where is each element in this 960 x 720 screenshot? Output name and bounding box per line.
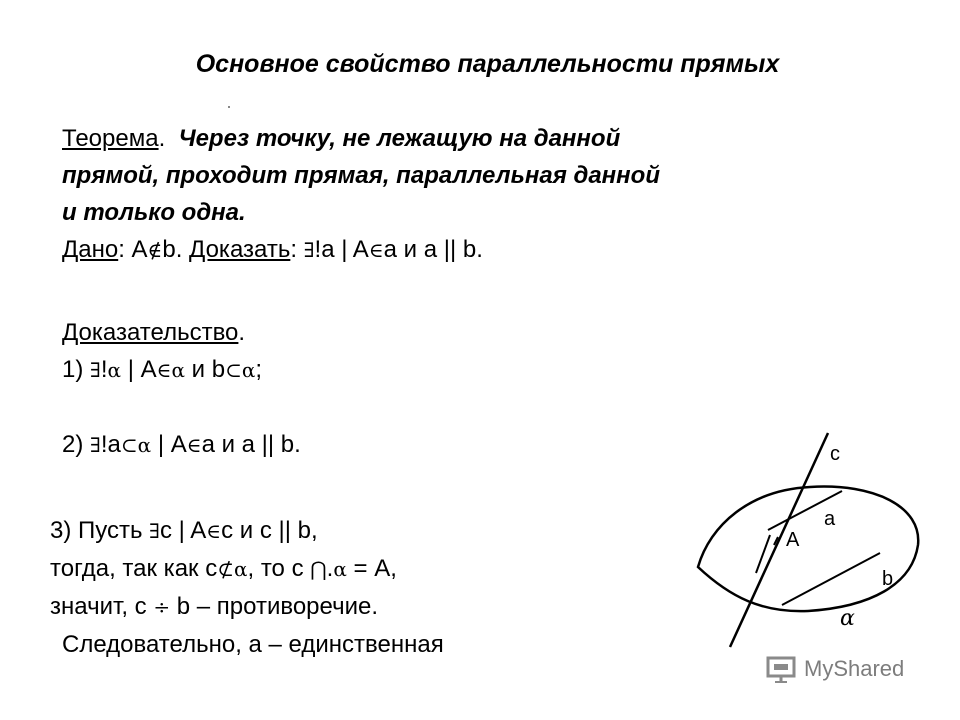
step3-line-2: тогда, так как c⊄α, то c ⋂.α = A, [50, 555, 397, 582]
given-label: Дано [62, 236, 119, 263]
exists-symbol: ∃ [303, 238, 315, 262]
label-b: b [882, 568, 894, 590]
label-point-A: A [786, 529, 800, 551]
step3-block [50, 512, 444, 664]
theorem-text-3: и только одна. [62, 199, 246, 226]
line-c [730, 433, 828, 647]
theorem-label: Теорема [62, 125, 159, 152]
in-symbol: ∈ [368, 238, 384, 262]
stray-dot [228, 106, 230, 108]
step3-line-3: значит, c ÷ b – противоречие. [50, 593, 379, 620]
step3-line-4: Следовательно, a – единственная [62, 631, 444, 658]
line-b [782, 553, 880, 605]
label-a: a [824, 508, 836, 530]
step3-line-1: 3) Пусть ∃c | A∈c и c || b, [50, 517, 318, 544]
prove-label: Доказать [189, 236, 291, 263]
plane-alpha-outline [698, 487, 918, 612]
theorem-block [62, 120, 660, 269]
proof-heading: Доказательство. [62, 319, 246, 346]
proof-step-2: 2) ∃!a⊂α | A∈a и a || b. [62, 431, 301, 458]
theorem-line-1: Теорема. Через точку, не лежащую на данной [62, 125, 621, 152]
proof-step-1: 1) ∃!α | A∈α и b⊂α; [62, 356, 263, 383]
watermark [766, 655, 904, 683]
watermark-text: MyShared [804, 656, 905, 681]
theorem-text-2: прямой, проходит прямая, параллельная данной [62, 162, 660, 189]
geometry-figure [690, 425, 950, 655]
slideshow-icon [766, 655, 798, 683]
dash-line [756, 535, 770, 573]
label-alpha: α [840, 606, 855, 631]
proof-block [62, 314, 301, 464]
label-c: c [830, 443, 840, 465]
page-title: Основное свойство параллельности прямых [195, 50, 780, 78]
given-line: Дано: A∉b. Доказать: ∃!a | A∈a и a || b. [62, 236, 483, 263]
proof-label: Доказательство [62, 319, 239, 346]
theorem-text-1: Через точку, не лежащую на данной [178, 125, 621, 152]
not-in-symbol: ∉ [147, 238, 163, 262]
